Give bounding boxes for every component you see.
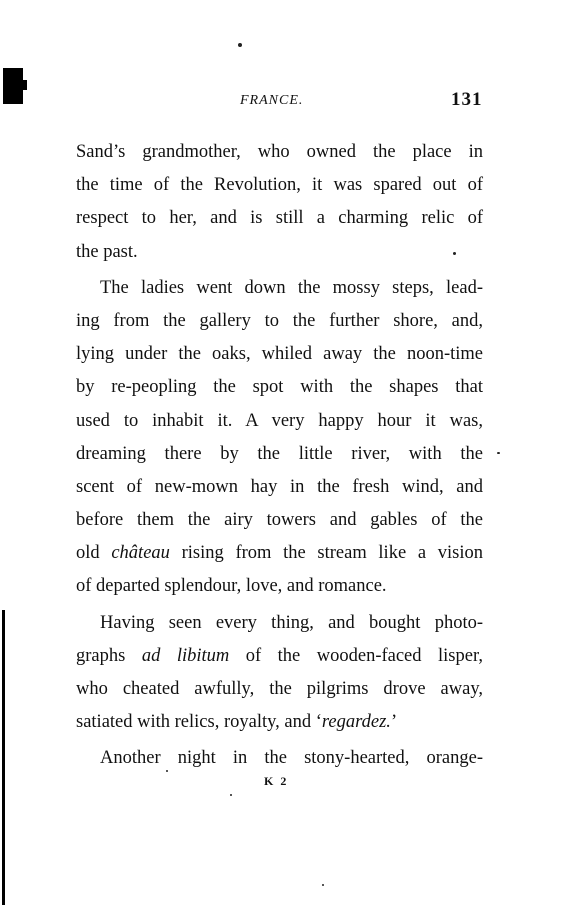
text-line [76, 338, 483, 371]
text-run: The ladies went down the mossy steps, lead- [100, 277, 483, 298]
text-line [76, 504, 483, 537]
text-line [76, 371, 483, 404]
text-run: before them the airy towers and gables of the [76, 510, 483, 531]
text-line [76, 640, 483, 673]
text-run: ’ [390, 712, 398, 733]
text-run: the time of the Revolution, it was spared out of [76, 175, 483, 196]
text-line [76, 236, 483, 269]
italic-text: ad libitum [141, 645, 230, 666]
text-line [76, 202, 483, 235]
running-head: FRANCE. [240, 93, 304, 108]
text-run: graphs [76, 645, 142, 666]
text-line [76, 537, 483, 570]
scan-speck [230, 794, 232, 796]
text-run: the past. [76, 241, 138, 262]
text-run: who cheated awfully, the pilgrims drove away, [76, 679, 483, 699]
text-line [76, 673, 483, 706]
text-run: old [76, 543, 112, 564]
text-line [76, 471, 483, 504]
text-line [76, 706, 483, 739]
text-run: of the wooden-faced lisper, [229, 645, 484, 666]
text-run: satiated with relics, royalty, and ‘ [76, 712, 322, 733]
scan-speck [322, 884, 324, 886]
scan-margin-line [2, 610, 5, 905]
italic-text: château [111, 543, 170, 564]
text-run: rising from the stream like a vision [169, 543, 483, 564]
text-run: used to inhabit it. A very happy hour it was, [76, 410, 483, 431]
scan-speck [238, 43, 242, 47]
text-line [76, 438, 483, 471]
text-run: of departed splendour, love, and romance. [76, 576, 387, 597]
text-run: by re-peopling the spot with the shapes that [76, 377, 483, 398]
text-line [76, 570, 483, 603]
text-run: Having seen every thing, and bought photo- [100, 612, 483, 633]
scan-edge-artifact [3, 68, 23, 104]
italic-text: regardez. [321, 712, 391, 733]
text-run: scent of new-mown hay in the fresh wind, and [76, 476, 483, 497]
signature-mark: K 2 [264, 774, 289, 788]
text-run: respect to her, and is still a charming relic of [76, 208, 483, 229]
body-text [76, 136, 483, 776]
page-number: 131 [451, 89, 483, 110]
text-line [76, 607, 483, 640]
text-line [76, 742, 483, 775]
text-run: dreaming there by the little river, with the [76, 443, 483, 464]
scan-speck [497, 452, 500, 454]
text-run: ing from the gallery to the further shore, and, [76, 310, 483, 331]
text-line [76, 305, 483, 338]
text-run: lying under the oaks, whiled away the noon-time [76, 344, 483, 365]
text-line [76, 405, 483, 438]
text-line [76, 169, 483, 202]
text-run: Another night in the stony-hearted, orange- [100, 748, 483, 769]
text-line [76, 272, 483, 305]
text-line [76, 136, 483, 169]
text-run: Sand’s grandmother, who owned the place in [76, 142, 483, 162]
